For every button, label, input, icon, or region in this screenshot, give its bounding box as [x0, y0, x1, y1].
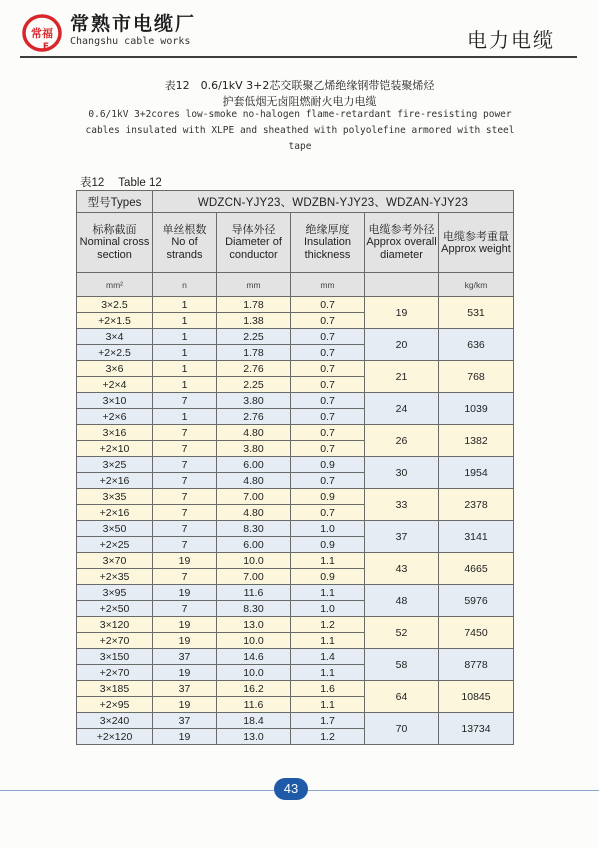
cell-conductor-diameter: 13.0 — [217, 617, 291, 633]
cell-strands: 7 — [153, 393, 217, 409]
cell-conductor-diameter: 18.4 — [217, 713, 291, 729]
cell-insulation: 1.2 — [291, 729, 365, 745]
cell-weight: 531 — [439, 297, 514, 329]
cell-overall-diameter: 58 — [365, 649, 439, 681]
cell-overall-diameter: 48 — [365, 585, 439, 617]
cell-insulation: 1.1 — [291, 697, 365, 713]
cell-conductor-diameter: 10.0 — [217, 633, 291, 649]
table-row — [77, 585, 514, 601]
cell-insulation: 0.9 — [291, 569, 365, 585]
cell-insulation: 1.1 — [291, 553, 365, 569]
cell-conductor-diameter: 6.00 — [217, 537, 291, 553]
types-models: WDZCN-YJY23、WDZBN-YJY23、WDZAN-YJY23 — [153, 191, 514, 213]
cell-insulation: 0.7 — [291, 393, 365, 409]
title-cn-line2: 护套低烟无卤阻燃耐火电力电缆 — [222, 95, 377, 108]
company-name — [70, 13, 196, 49]
cell-cross-section: +2×1.5 — [77, 313, 153, 329]
cell-strands: 7 — [153, 521, 217, 537]
cell-cross-section: +2×4 — [77, 377, 153, 393]
col-header-strands: 单丝根数 No of strands — [153, 213, 217, 273]
unit-cell: mm — [291, 273, 365, 297]
column-header-row — [77, 213, 514, 273]
table-row — [77, 649, 514, 665]
table-row — [77, 425, 514, 441]
cell-cross-section: 3×240 — [77, 713, 153, 729]
unit-cell: mm² — [77, 273, 153, 297]
col-header-insulation: 绝缘厚度 Insulation thickness — [291, 213, 365, 273]
cell-weight: 4665 — [439, 553, 514, 585]
cell-strands: 1 — [153, 345, 217, 361]
cell-weight: 5976 — [439, 585, 514, 617]
cell-insulation: 0.7 — [291, 313, 365, 329]
cell-cross-section: +2×120 — [77, 729, 153, 745]
cell-conductor-diameter: 4.80 — [217, 425, 291, 441]
cell-insulation: 0.7 — [291, 329, 365, 345]
cell-cross-section: 3×4 — [77, 329, 153, 345]
cell-cross-section: 3×16 — [77, 425, 153, 441]
cell-weight: 768 — [439, 361, 514, 393]
table-row — [77, 361, 514, 377]
cell-conductor-diameter: 10.0 — [217, 665, 291, 681]
cell-weight: 2378 — [439, 489, 514, 521]
cell-conductor-diameter: 7.00 — [217, 489, 291, 505]
table-row — [77, 521, 514, 537]
table-row — [77, 681, 514, 697]
cell-insulation: 0.9 — [291, 489, 365, 505]
cell-strands: 7 — [153, 505, 217, 521]
cell-overall-diameter: 37 — [365, 521, 439, 553]
cell-conductor-diameter: 4.80 — [217, 473, 291, 489]
cell-strands: 7 — [153, 537, 217, 553]
cell-cross-section: +2×50 — [77, 601, 153, 617]
cell-insulation: 0.7 — [291, 409, 365, 425]
cell-insulation: 0.7 — [291, 345, 365, 361]
cell-strands: 37 — [153, 649, 217, 665]
cell-strands: 19 — [153, 665, 217, 681]
spec-table — [76, 190, 514, 745]
cell-conductor-diameter: 11.6 — [217, 585, 291, 601]
col-header-conductor-diameter: 导体外径 Diameter of conductor — [217, 213, 291, 273]
col-header-overall-diameter: 电缆参考外径 Approx overall diameter — [365, 213, 439, 273]
cell-overall-diameter: 21 — [365, 361, 439, 393]
cell-insulation: 1.0 — [291, 601, 365, 617]
cell-conductor-diameter: 2.76 — [217, 409, 291, 425]
cell-cross-section: +2×70 — [77, 665, 153, 681]
cell-cross-section: +2×6 — [77, 409, 153, 425]
cell-conductor-diameter: 2.76 — [217, 361, 291, 377]
cell-strands: 1 — [153, 361, 217, 377]
cell-overall-diameter: 26 — [365, 425, 439, 457]
cell-cross-section: 3×50 — [77, 521, 153, 537]
cell-cross-section: 3×70 — [77, 553, 153, 569]
company-name-cn: 常熟市电缆厂 — [70, 13, 197, 35]
section-title: 电力电缆 — [467, 28, 555, 52]
cell-insulation: 1.1 — [291, 633, 365, 649]
cell-insulation: 1.1 — [291, 665, 365, 681]
cell-conductor-diameter: 3.80 — [217, 441, 291, 457]
table-caption — [80, 174, 162, 190]
cell-strands: 7 — [153, 441, 217, 457]
unit-cell: kg/km — [439, 273, 514, 297]
col-header-weight: 电缆参考重量 Approx weight — [439, 213, 514, 273]
cell-strands: 19 — [153, 729, 217, 745]
logo-letter: F — [42, 42, 50, 52]
cell-insulation: 0.9 — [291, 457, 365, 473]
table-row — [77, 489, 514, 505]
cell-cross-section: +2×16 — [77, 505, 153, 521]
cell-cross-section: +2×25 — [77, 537, 153, 553]
cell-cross-section: 3×6 — [77, 361, 153, 377]
cell-overall-diameter: 52 — [365, 617, 439, 649]
cell-weight: 3141 — [439, 521, 514, 553]
cell-weight: 13734 — [439, 713, 514, 745]
cell-strands: 19 — [153, 585, 217, 601]
company-logo — [22, 14, 62, 52]
table-row — [77, 713, 514, 729]
cell-conductor-diameter: 8.30 — [217, 601, 291, 617]
cell-insulation: 0.7 — [291, 425, 365, 441]
cell-cross-section: 3×2.5 — [77, 297, 153, 313]
cell-strands: 7 — [153, 457, 217, 473]
cell-conductor-diameter: 2.25 — [217, 377, 291, 393]
cell-weight: 1954 — [439, 457, 514, 489]
cell-cross-section: 3×185 — [77, 681, 153, 697]
cell-conductor-diameter: 14.6 — [217, 649, 291, 665]
cell-insulation: 1.2 — [291, 617, 365, 633]
cell-insulation: 0.7 — [291, 297, 365, 313]
cell-overall-diameter: 20 — [365, 329, 439, 361]
cell-strands: 7 — [153, 489, 217, 505]
cell-insulation: 1.4 — [291, 649, 365, 665]
cell-conductor-diameter: 2.25 — [217, 329, 291, 345]
cell-insulation: 0.9 — [291, 537, 365, 553]
cell-conductor-diameter: 7.00 — [217, 569, 291, 585]
cell-insulation: 1.1 — [291, 585, 365, 601]
cell-overall-diameter: 33 — [365, 489, 439, 521]
cell-strands: 1 — [153, 377, 217, 393]
table-row — [77, 329, 514, 345]
cell-overall-diameter: 70 — [365, 713, 439, 745]
cell-strands: 7 — [153, 425, 217, 441]
table-row — [77, 553, 514, 569]
cell-cross-section: +2×70 — [77, 633, 153, 649]
cell-weight: 1039 — [439, 393, 514, 425]
table-caption-cn: 表12 — [80, 177, 105, 189]
cell-cross-section: 3×120 — [77, 617, 153, 633]
table-row — [77, 617, 514, 633]
cell-weight: 10845 — [439, 681, 514, 713]
table-row — [77, 457, 514, 473]
cell-weight: 1382 — [439, 425, 514, 457]
cell-cross-section: +2×95 — [77, 697, 153, 713]
cell-insulation: 0.7 — [291, 505, 365, 521]
cell-conductor-diameter: 8.30 — [217, 521, 291, 537]
cell-conductor-diameter: 6.00 — [217, 457, 291, 473]
cell-conductor-diameter: 1.78 — [217, 345, 291, 361]
unit-cell: mm — [217, 273, 291, 297]
cell-cross-section: +2×10 — [77, 441, 153, 457]
cell-cross-section: +2×2.5 — [77, 345, 153, 361]
unit-row — [77, 273, 514, 297]
unit-cell: n — [153, 273, 217, 297]
cell-insulation: 0.7 — [291, 473, 365, 489]
cell-overall-diameter: 43 — [365, 553, 439, 585]
cell-strands: 7 — [153, 569, 217, 585]
cell-cross-section: 3×25 — [77, 457, 153, 473]
cell-conductor-diameter: 4.80 — [217, 505, 291, 521]
cell-cross-section: +2×35 — [77, 569, 153, 585]
cell-strands: 37 — [153, 681, 217, 697]
cell-cross-section: 3×95 — [77, 585, 153, 601]
cell-cross-section: +2×16 — [77, 473, 153, 489]
cell-overall-diameter: 30 — [365, 457, 439, 489]
cell-insulation: 0.7 — [291, 361, 365, 377]
cell-overall-diameter: 64 — [365, 681, 439, 713]
cell-cross-section: 3×10 — [77, 393, 153, 409]
cell-insulation: 1.7 — [291, 713, 365, 729]
cell-insulation: 1.6 — [291, 681, 365, 697]
cell-strands: 37 — [153, 713, 217, 729]
cell-insulation: 0.7 — [291, 377, 365, 393]
cell-cross-section: 3×35 — [77, 489, 153, 505]
cell-insulation: 0.7 — [291, 441, 365, 457]
cell-conductor-diameter: 1.38 — [217, 313, 291, 329]
table-row — [77, 393, 514, 409]
cell-strands: 1 — [153, 313, 217, 329]
cell-strands: 1 — [153, 329, 217, 345]
types-label: 型号Types — [77, 191, 153, 213]
cell-conductor-diameter: 3.80 — [217, 393, 291, 409]
cell-strands: 1 — [153, 297, 217, 313]
cell-cross-section: 3×150 — [77, 649, 153, 665]
cell-strands: 19 — [153, 697, 217, 713]
title-cn-line1: 表12 0.6/1kV 3+2芯交联聚乙烯绝缘钢带铠装聚烯烃 — [164, 79, 435, 92]
cell-overall-diameter: 24 — [365, 393, 439, 425]
title-en: 0.6/1kV 3+2cores low-smoke no-halogen flame-retardant fire-resisting power cables insulated with XLPE and sheathed with polyolefine armored with steel tape — [85, 109, 515, 152]
table-row — [77, 297, 514, 313]
cell-weight: 8778 — [439, 649, 514, 681]
cell-overall-diameter: 19 — [365, 297, 439, 329]
cell-conductor-diameter: 13.0 — [217, 729, 291, 745]
page-number: 43 — [274, 778, 308, 800]
cell-conductor-diameter: 10.0 — [217, 553, 291, 569]
cell-strands: 7 — [153, 601, 217, 617]
header-divider — [20, 56, 577, 58]
table-caption-en: Table 12 — [118, 177, 162, 189]
company-name-en: Changshu cable works — [70, 36, 191, 47]
cell-weight: 636 — [439, 329, 514, 361]
cell-insulation: 1.0 — [291, 521, 365, 537]
cell-conductor-diameter: 1.78 — [217, 297, 291, 313]
cell-conductor-diameter: 16.2 — [217, 681, 291, 697]
spec-table-body — [77, 297, 514, 745]
cell-strands: 1 — [153, 409, 217, 425]
cell-strands: 19 — [153, 553, 217, 569]
cell-conductor-diameter: 11.6 — [217, 697, 291, 713]
col-header-cross-section: 标称截面 Nominal cross section — [77, 213, 153, 273]
unit-cell — [365, 273, 439, 297]
cell-weight: 7450 — [439, 617, 514, 649]
logo-text: 常福 — [31, 27, 53, 40]
cell-strands: 19 — [153, 617, 217, 633]
cell-strands: 19 — [153, 633, 217, 649]
cell-strands: 7 — [153, 473, 217, 489]
